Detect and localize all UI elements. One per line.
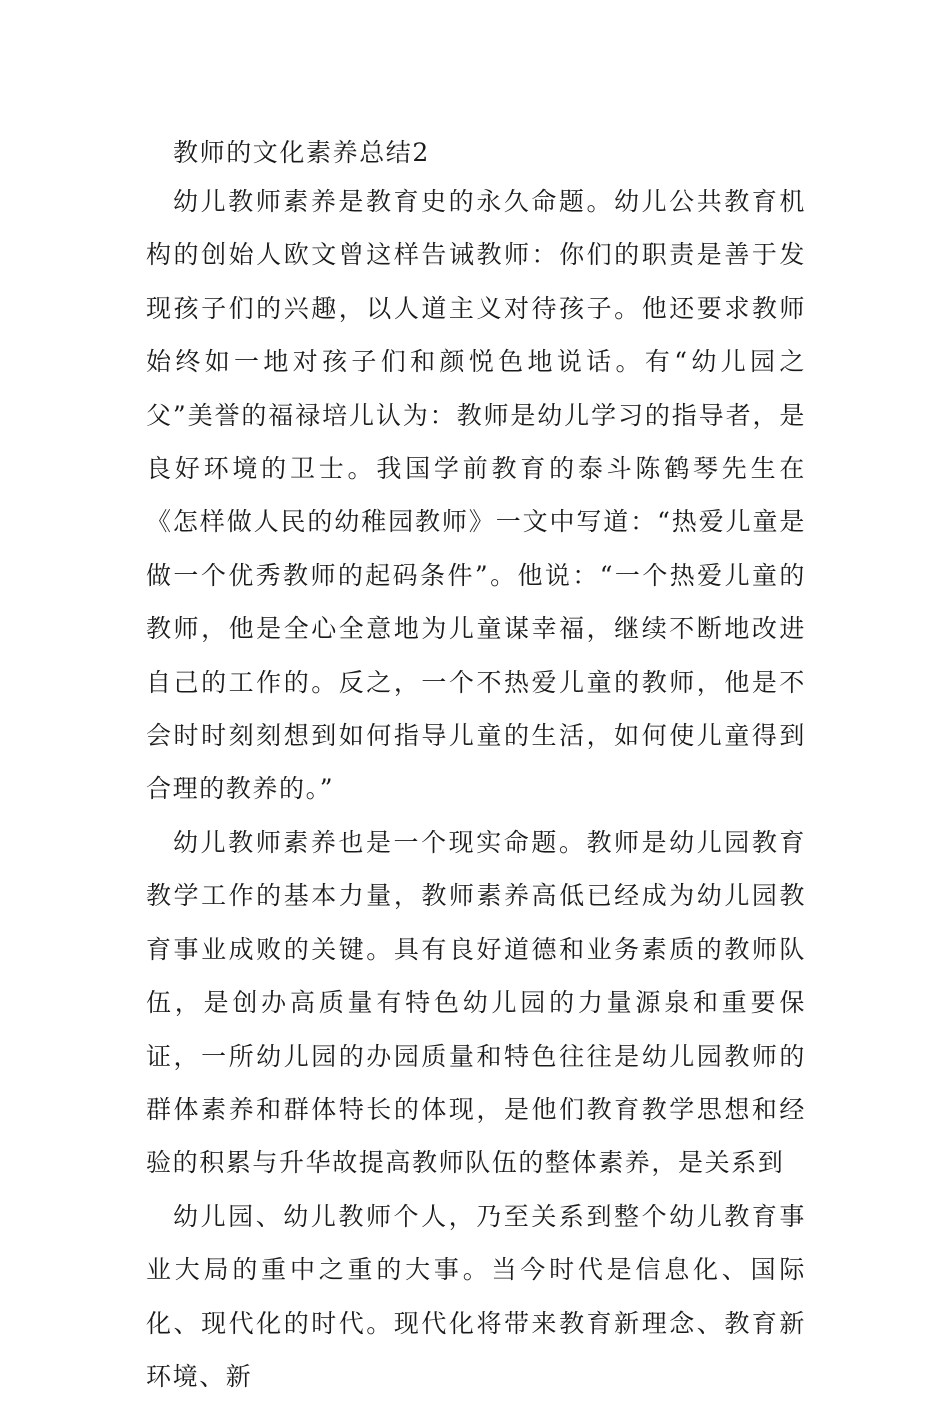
document-body xyxy=(146,131,806,1403)
document-title: 教师的文化素养总结2 xyxy=(173,138,430,167)
paragraph-3: 幼儿园、幼儿教师个人，乃至关系到整个幼儿教育事业大局的重中之重的大事。当今时代是信息化、国际化、现代化的时代。现代化将带来教育新理念、教育新环境、新 xyxy=(146,1201,806,1391)
paragraph-2: 幼儿教师素养也是一个现实命题。教师是幼儿园教育教学工作的基本力量，教师素养高低已经成为幼儿园教育事业成败的关键。具有良好道德和业务素质的教师队伍，是创办高质量有特色幼儿园的力量源泉和重要保证，一所幼儿园的办园质量和特色往往是幼儿园教师的群体素养和群体特长的体现，是他们教育教学思想和经验的积累与升华故提高教师队伍的整体素养，是关系到 xyxy=(146,827,806,1178)
paragraph-1: 幼儿教师素养是教育史的永久命题。幼儿公共教育机构的创始人欧文曾这样告诫教师：你们的职责是善于发现孩子们的兴趣，以人道主义对待孩子。他还要求教师始终如一地对孩子们和颜悦色地说话。有“幼儿园之父”美誉的福禄培儿认为：教师是幼儿学习的指导者，是良好环境的卫士。我国学前教育的泰斗陈鹤琴先生在《怎样做人民的幼稚园教师》一文中写道：“热爱儿童是做一个优秀教师的起码条件”。他说：“一个热爱儿童的教师，他是全心全意地为儿童谋幸福，继续不断地改进自己的工作的。反之，一个不热爱儿童的教师，他是不会时时刻刻想到如何指导儿童的生活，如何使儿童得到合理的教养的。” xyxy=(146,187,806,804)
